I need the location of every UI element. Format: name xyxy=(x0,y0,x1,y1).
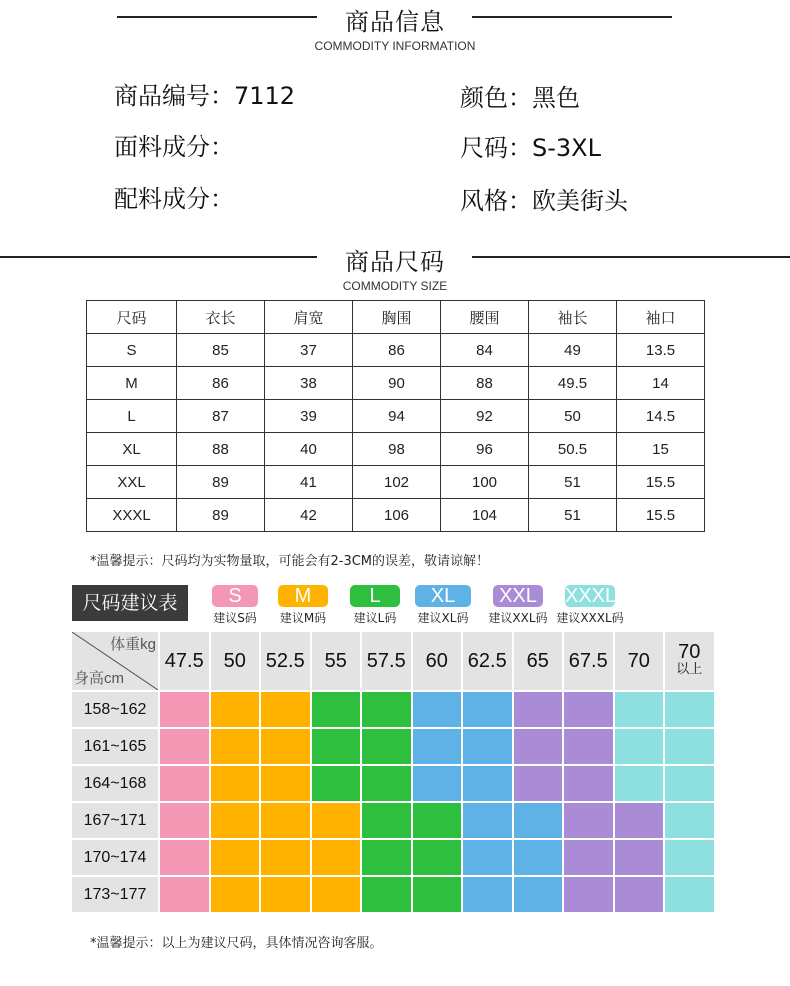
table-cell: 89 xyxy=(177,499,265,532)
corner-weight-label: 体重kg xyxy=(110,636,156,653)
table-row xyxy=(87,400,705,433)
table-cell: 102 xyxy=(353,466,441,499)
size-cell-l xyxy=(312,692,361,727)
section-subtitle: COMMODITY INFORMATION xyxy=(314,39,476,53)
table-header-cell: 肩宽 xyxy=(265,301,353,334)
table-cell: 14 xyxy=(617,367,705,400)
table-row xyxy=(87,367,705,400)
table-cell: XL xyxy=(87,433,177,466)
size-cell-xxxl xyxy=(665,766,714,801)
legend-item-xl xyxy=(412,585,474,626)
size-cell-xl xyxy=(413,729,462,764)
legend-chip: XXXL xyxy=(565,585,617,607)
table-cell: 51 xyxy=(529,466,617,499)
table-cell: 96 xyxy=(441,433,529,466)
table-cell: 50 xyxy=(529,400,617,433)
size-cell-xxxl xyxy=(665,729,714,764)
size-cell-xl xyxy=(463,692,512,727)
divider-line xyxy=(472,256,790,258)
weight-header: 57.5 xyxy=(362,632,411,690)
table-header-row xyxy=(87,301,705,334)
table-cell: 88 xyxy=(177,433,265,466)
size-cell-xxl xyxy=(615,840,664,875)
legend-chip: XXL xyxy=(493,585,543,607)
table-cell: 50.5 xyxy=(529,433,617,466)
corner-cell xyxy=(72,632,158,690)
size-cell-l xyxy=(362,766,411,801)
size-cell-m xyxy=(211,692,260,727)
table-row xyxy=(87,334,705,367)
legend-chip: M xyxy=(278,585,328,607)
size-cell-xxl xyxy=(514,766,563,801)
size-cell-l xyxy=(413,840,462,875)
table-cell: 98 xyxy=(353,433,441,466)
size-cell-m xyxy=(211,840,260,875)
size-cell-m xyxy=(211,766,260,801)
section-header-size xyxy=(0,242,790,293)
table-cell: 51 xyxy=(529,499,617,532)
size-cell-xxl xyxy=(514,729,563,764)
table-header-cell: 袖口 xyxy=(617,301,705,334)
size-cell-xxl xyxy=(564,803,613,838)
size-cell-m xyxy=(211,803,260,838)
legend-item-xxl xyxy=(484,585,552,626)
size-cell-l xyxy=(362,840,411,875)
size-cell-m xyxy=(211,877,260,912)
size-cell-m xyxy=(312,803,361,838)
legend-item-xxxl xyxy=(556,585,624,626)
table-header-cell: 衣长 xyxy=(177,301,265,334)
table-cell: 49.5 xyxy=(529,367,617,400)
size-cell-xl xyxy=(463,766,512,801)
table-cell: 104 xyxy=(441,499,529,532)
size-cell-xxl xyxy=(564,729,613,764)
table-cell: 38 xyxy=(265,367,353,400)
size-cell-s xyxy=(160,766,209,801)
table-cell: 37 xyxy=(265,334,353,367)
weight-header: 55 xyxy=(312,632,361,690)
table-header-cell: 尺码 xyxy=(87,301,177,334)
size-cell-xl xyxy=(463,877,512,912)
size-table xyxy=(86,300,705,532)
table-cell: S xyxy=(87,334,177,367)
height-row-label: 173~177 xyxy=(72,877,158,912)
size-cell-l xyxy=(362,729,411,764)
table-cell: 88 xyxy=(441,367,529,400)
size-cell-m xyxy=(312,840,361,875)
weight-header: 50 xyxy=(211,632,260,690)
table-cell: 106 xyxy=(353,499,441,532)
legend-label: 建议M码 xyxy=(279,611,327,625)
size-cell-xxxl xyxy=(615,766,664,801)
table-cell: 84 xyxy=(441,334,529,367)
legend-chip: S xyxy=(212,585,258,607)
size-cell-l xyxy=(413,803,462,838)
size-cell-l xyxy=(413,877,462,912)
lining-composition: 配料成分： xyxy=(114,185,234,213)
size-cell-s xyxy=(160,803,209,838)
table-cell: 87 xyxy=(177,400,265,433)
size-cell-s xyxy=(160,877,209,912)
legend-item-l xyxy=(344,585,406,626)
corner-height-label: 身高cm xyxy=(74,670,124,687)
table-cell: 89 xyxy=(177,466,265,499)
legend-label: 建议XXL码 xyxy=(488,611,548,625)
legend-label: 建议L码 xyxy=(353,611,397,625)
size-cell-xxl xyxy=(564,766,613,801)
legend-item-s xyxy=(204,585,266,626)
table-cell: 15.5 xyxy=(617,499,705,532)
table-header-cell: 袖长 xyxy=(529,301,617,334)
weight-header: 70 以上 xyxy=(665,632,714,690)
table-cell: XXXL xyxy=(87,499,177,532)
size-cell-xxxl xyxy=(665,692,714,727)
size-cell-xxxl xyxy=(665,877,714,912)
size-cell-xl xyxy=(463,803,512,838)
table-cell: 92 xyxy=(441,400,529,433)
size-cell-m xyxy=(261,729,310,764)
table-header-cell: 胸围 xyxy=(353,301,441,334)
weight-header: 47.5 xyxy=(160,632,209,690)
weight-header: 62.5 xyxy=(463,632,512,690)
height-row-label: 161~165 xyxy=(72,729,158,764)
size-cell-l xyxy=(362,803,411,838)
size-recommendation-grid xyxy=(72,632,718,914)
section-subtitle: COMMODITY SIZE xyxy=(342,279,448,293)
table-cell: 13.5 xyxy=(617,334,705,367)
size-cell-xl xyxy=(413,692,462,727)
table-row xyxy=(87,433,705,466)
height-row-label: 167~171 xyxy=(72,803,158,838)
legend-chip: XL xyxy=(415,585,471,607)
divider-line xyxy=(472,16,672,18)
table-cell: 39 xyxy=(265,400,353,433)
height-row-label: 164~168 xyxy=(72,766,158,801)
table-cell: 14.5 xyxy=(617,400,705,433)
section-title: 商品信息 xyxy=(345,8,445,36)
size-cell-xl xyxy=(413,766,462,801)
table-cell: XXL xyxy=(87,466,177,499)
table-cell: 49 xyxy=(529,334,617,367)
size-cell-xxxl xyxy=(665,840,714,875)
size-cell-xl xyxy=(514,840,563,875)
table-cell: L xyxy=(87,400,177,433)
size-cell-m xyxy=(312,877,361,912)
divider-line xyxy=(0,256,317,258)
size-cell-xl xyxy=(463,729,512,764)
size-cell-xxxl xyxy=(665,803,714,838)
table-cell: 85 xyxy=(177,334,265,367)
weight-header: 67.5 xyxy=(564,632,613,690)
size-cell-xxl xyxy=(564,692,613,727)
size-cell-xxl xyxy=(564,840,613,875)
size-cell-l xyxy=(362,692,411,727)
size-range-info: 尺码：S-3XL xyxy=(460,134,601,162)
size-cell-xxxl xyxy=(615,729,664,764)
size-cell-m xyxy=(261,803,310,838)
table-row xyxy=(87,466,705,499)
table-cell: 100 xyxy=(441,466,529,499)
weight-header: 70 xyxy=(615,632,664,690)
size-cell-xxl xyxy=(615,803,664,838)
size-cell-xl xyxy=(514,803,563,838)
table-cell: 41 xyxy=(265,466,353,499)
legend-chip: L xyxy=(350,585,400,607)
size-cell-l xyxy=(362,877,411,912)
table-header-cell: 腰围 xyxy=(441,301,529,334)
weight-header: 60 xyxy=(413,632,462,690)
size-cell-xxxl xyxy=(615,692,664,727)
measurement-tip: *温馨提示：尺码均为实物量取，可能会有2-3CM的误差，敬请谅解！ xyxy=(90,554,490,569)
section-title: 商品尺码 xyxy=(345,248,445,276)
size-cell-m xyxy=(261,877,310,912)
table-cell: 86 xyxy=(353,334,441,367)
size-cell-s xyxy=(160,692,209,727)
size-cell-xl xyxy=(514,877,563,912)
table-cell: 42 xyxy=(265,499,353,532)
table-cell: 15.5 xyxy=(617,466,705,499)
size-cell-m xyxy=(261,840,310,875)
size-cell-m xyxy=(261,766,310,801)
size-cell-l xyxy=(312,766,361,801)
color-info: 颜色：黑色 xyxy=(460,84,580,112)
recommend-title: 尺码建议表 xyxy=(72,585,188,621)
table-cell: 40 xyxy=(265,433,353,466)
recommend-tip: *温馨提示：以上为建议尺码，具体情况咨询客服。 xyxy=(90,936,383,951)
fabric-composition: 面料成分： xyxy=(114,133,234,161)
size-cell-m xyxy=(261,692,310,727)
table-cell: 86 xyxy=(177,367,265,400)
item-number: 商品编号：7112 xyxy=(114,82,296,110)
size-cell-s xyxy=(160,840,209,875)
style-info: 风格：欧美街头 xyxy=(460,187,628,215)
legend-label: 建议XXXL码 xyxy=(556,611,624,625)
size-cell-l xyxy=(312,729,361,764)
legend-item-m xyxy=(272,585,334,626)
table-row xyxy=(87,499,705,532)
size-cell-xxl xyxy=(514,692,563,727)
size-cell-m xyxy=(211,729,260,764)
weight-header: 52.5 xyxy=(261,632,310,690)
weight-header: 65 xyxy=(514,632,563,690)
section-header-info xyxy=(0,2,790,53)
size-cell-xxl xyxy=(564,877,613,912)
table-cell: 15 xyxy=(617,433,705,466)
size-cell-xl xyxy=(463,840,512,875)
table-cell: 94 xyxy=(353,400,441,433)
legend-label: 建议S码 xyxy=(213,611,257,625)
legend-label: 建议XL码 xyxy=(417,611,469,625)
table-cell: M xyxy=(87,367,177,400)
divider-line xyxy=(117,16,317,18)
height-row-label: 170~174 xyxy=(72,840,158,875)
table-cell: 90 xyxy=(353,367,441,400)
size-cell-xxl xyxy=(615,877,664,912)
height-row-label: 158~162 xyxy=(72,692,158,727)
size-cell-s xyxy=(160,729,209,764)
